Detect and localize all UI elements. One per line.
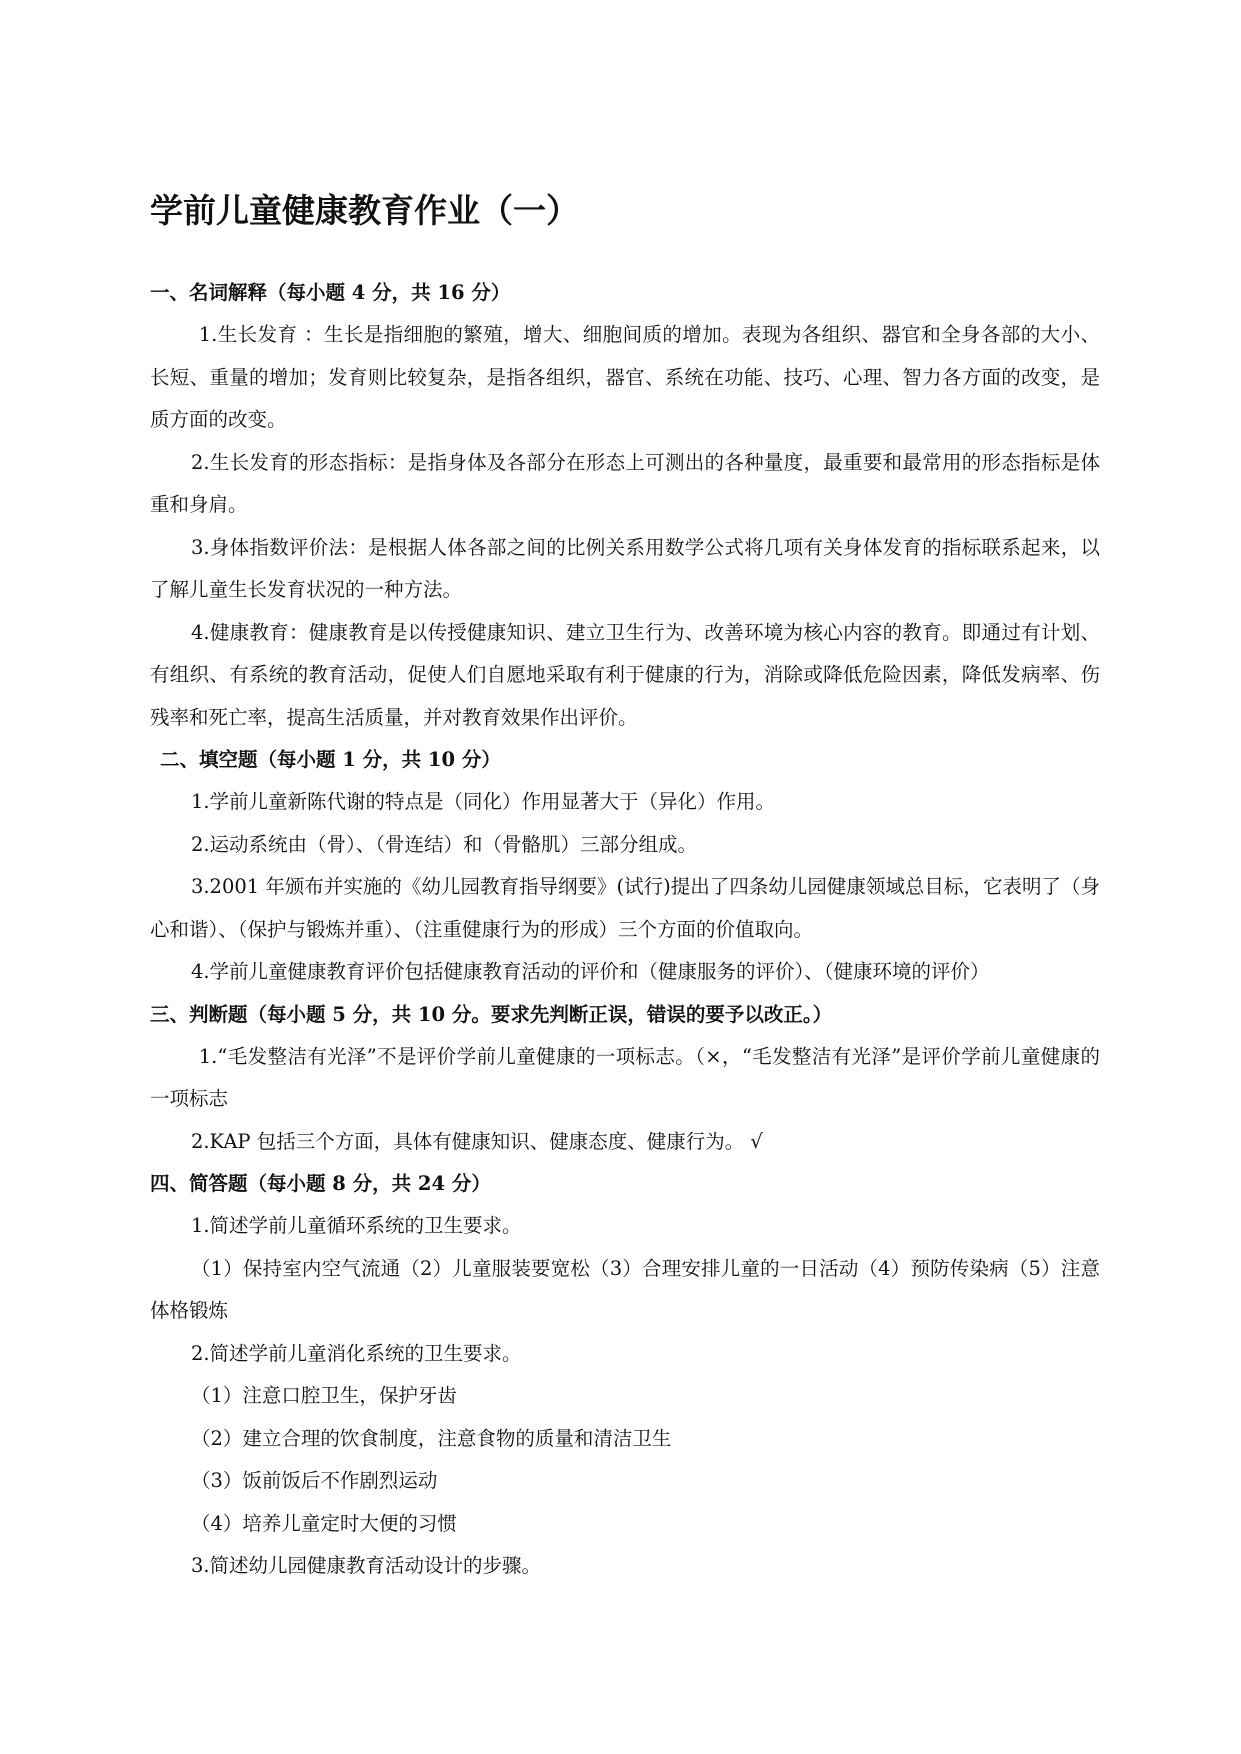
paragraph: 3.2001 年颁布并实施的《幼儿园教育指导纲要》(试行)提出了四条幼儿园健康领域总目标，它表明了（身心和谐）、（保护与锻炼并重）、（注重健康行为的形成）三个方面的价值取向。 <box>150 875 1100 941</box>
paragraph: 3.身体指数评价法：是根据人体各部之间的比例关系用数学公式将几项有关身体发育的指标联系起来，以了解儿童生长发育状况的一种方法。 <box>150 535 1100 601</box>
section-heading: 一、名词解释（每小题 4 分，共 16 分） <box>150 281 511 304</box>
answer: （2）建立合理的饮食制度，注意食物的质量和清洁卫生 <box>190 1426 672 1450</box>
section-true-false <box>150 994 1100 1164</box>
answer: （1）注意口腔卫生，保护牙齿 <box>190 1384 457 1407</box>
section-heading: 二、填空题（每小题 1 分，共 10 分） <box>160 748 501 771</box>
paragraph: 4.学前儿童健康教育评价包括健康教育活动的评价和（健康服务的评价）、（健康环境的评价） <box>190 960 990 983</box>
paragraph: 1.“毛发整洁有光泽”不是评价学前儿童健康的一项标志。（×，“毛发整洁有光泽”是评价学前儿童健康的一项标志 <box>150 1044 1100 1110</box>
section-fill-in <box>150 739 1100 994</box>
answer: （1）保持室内空气流通（2）儿童服装要宽松（3）合理安排儿童的一日活动（4）预防传染病（5）注意体格锻炼 <box>150 1256 1100 1322</box>
document-title: 学前儿童健康教育作业（一） <box>150 191 579 230</box>
question: 3.简述幼儿园健康教育活动设计的步骤。 <box>190 1554 542 1577</box>
paragraph: 4.健康教育：健康教育是以传授健康知识、建立卫生行为、改善环境为核心内容的教育。即通过有计划、有组织、有系统的教育活动，促使人们自愿地采取有利于健康的行为，消除或降低危险因素，降低发病率、伤残率和死亡率，提高生活质量，并对教育效果作出评价。 <box>150 620 1100 729</box>
section-short-answer <box>150 1163 1100 1588</box>
answer: （3）饭前饭后不作剧烈运动 <box>190 1469 438 1492</box>
paragraph: 2.运动系统由（骨）、（骨连结）和（骨骼肌）三部分组成。 <box>190 832 698 856</box>
question: 1.简述学前儿童循环系统的卫生要求。 <box>190 1214 522 1237</box>
question: 2.简述学前儿童消化系统的卫生要求。 <box>190 1341 522 1365</box>
document-page <box>150 190 1100 1588</box>
paragraph: 1.生长发育 ：生长是指细胞的繁殖，增大、细胞间质的增加。表现为各组织、器官和全身各部的大小、长短、重量的增加；发育则比较复杂，是指各组织，器官、系统在功能、技巧、心理、智力各方面的改变，是质方面的改变。 <box>150 323 1100 431</box>
answer: （4）培养儿童定时大便的习惯 <box>190 1511 457 1535</box>
section-heading: 三、判断题（每小题 5 分，共 10 分。要求先判断正误，错误的要予以改正。） <box>150 1002 833 1026</box>
section-heading: 四、简答题（每小题 8 分，共 24 分） <box>150 1172 491 1195</box>
paragraph: 2.生长发育的形态指标：是指身体及各部分在形态上可测出的各种量度，最重要和最常用的形态指标是体重和身肩。 <box>150 450 1100 516</box>
paragraph: 2.KAP 包括三个方面，具体有健康知识、健康态度、健康行为。 √ <box>190 1129 763 1153</box>
paragraph: 1.学前儿童新陈代谢的特点是（同化）作用显著大于（异化）作用。 <box>190 790 776 813</box>
section-definitions <box>150 272 1100 739</box>
